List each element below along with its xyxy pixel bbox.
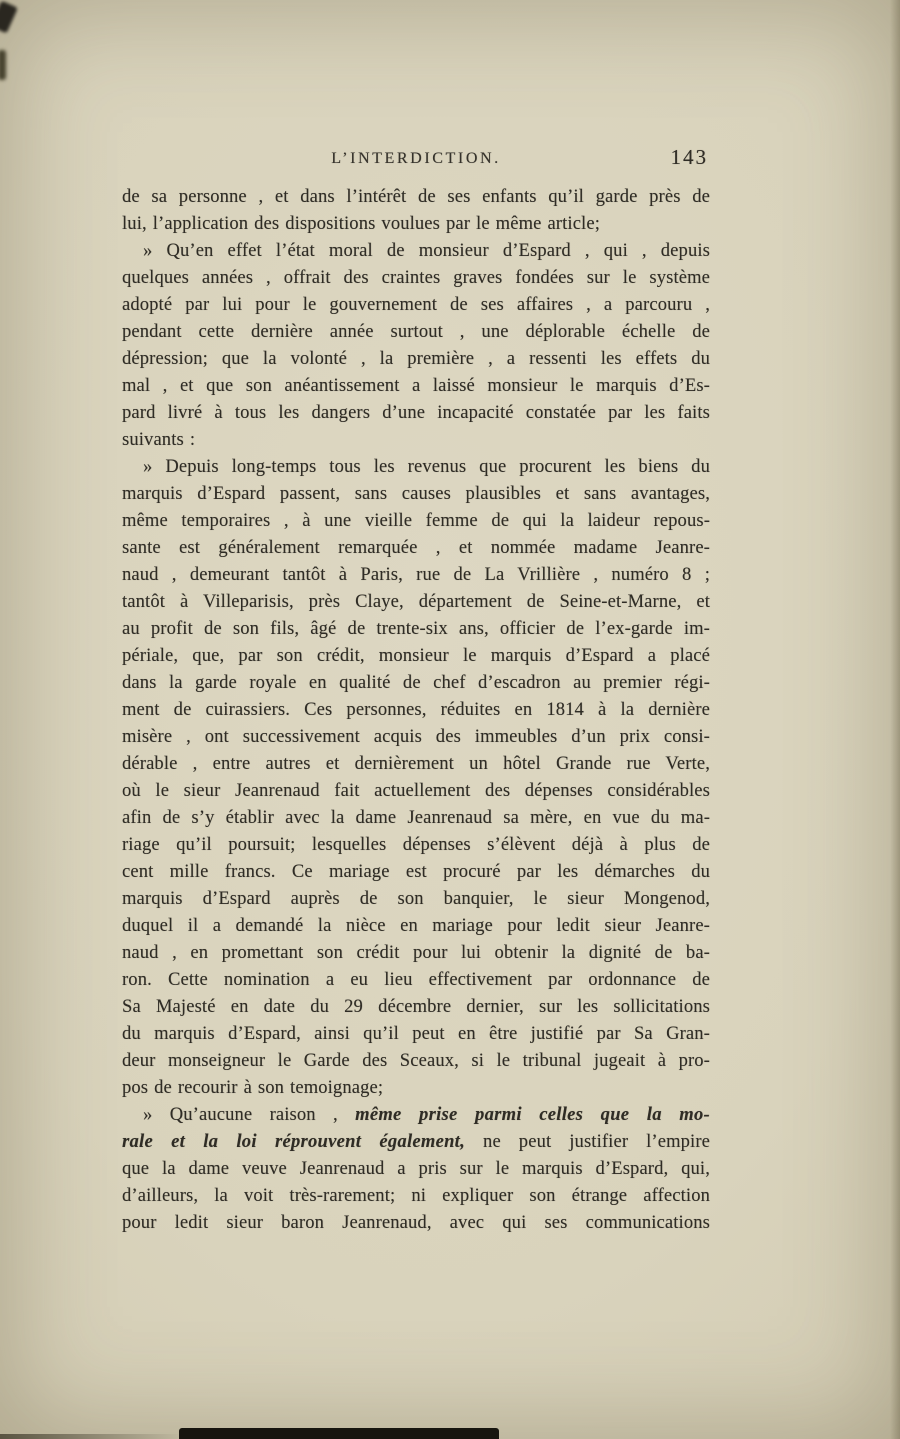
text-line bbox=[122, 454, 710, 481]
text-segment: pendant cette dernière année surtout , une déplorable échelle de bbox=[122, 322, 710, 342]
text-segment: misère , ont successivement acquis des immeubles d’un prix consi- bbox=[122, 727, 710, 747]
text-segment: périale, que, par son crédit, monsieur le marquis d’Espard a placé bbox=[122, 646, 710, 666]
text-segment: pard livré à tous les dangers d’une incapacité constatée par les faits bbox=[122, 403, 710, 423]
text-segment: naud , demeurant tantôt à Paris, rue de La Vrillière , numéro 8 ; bbox=[122, 565, 710, 585]
text-line bbox=[122, 994, 710, 1021]
text-line bbox=[122, 751, 710, 778]
text-segment: afin de s’y établir avec la dame Jeanrenaud sa mère, en vue du ma- bbox=[122, 808, 710, 828]
text-line bbox=[122, 238, 710, 265]
text-line bbox=[122, 346, 710, 373]
text-segment: pour ledit sieur baron Jeanrenaud, avec qui ses communications bbox=[122, 1213, 710, 1233]
text-segment: pos de recourir à son temoignage; bbox=[122, 1078, 384, 1098]
text-segment: marquis d’Espard passent, sans causes plausibles et sans avantages, bbox=[122, 484, 710, 504]
text-line bbox=[122, 778, 710, 805]
text-line bbox=[122, 1210, 710, 1237]
scan-artifact-smudge bbox=[0, 1, 18, 34]
text-segment: suivants : bbox=[122, 430, 196, 450]
text-segment: où le sieur Jeanrenaud fait actuellement des dépenses considérables bbox=[122, 781, 710, 801]
text-segment: lui, l’application des dispositions voulues par le même article; bbox=[122, 214, 600, 234]
text-segment-italic: rale et la loi réprouvent également, bbox=[122, 1132, 466, 1152]
text-line bbox=[122, 1075, 710, 1102]
text-segment: ne peut justifier l’empire bbox=[465, 1132, 710, 1152]
text-line bbox=[122, 1129, 710, 1156]
text-line bbox=[122, 940, 710, 967]
text-line bbox=[122, 535, 710, 562]
text-line bbox=[122, 589, 710, 616]
text-line bbox=[122, 1021, 710, 1048]
text-segment: de sa personne , et dans l’intérêt de ses enfants qu’il garde près de bbox=[122, 187, 710, 207]
text-segment: tantôt à Villeparisis, près Claye, département de Seine-et-Marne, et bbox=[122, 592, 710, 612]
text-line bbox=[122, 400, 710, 427]
text-segment: du marquis d’Espard, ainsi qu’il peut en être justifié par Sa Gran- bbox=[122, 1024, 710, 1044]
text-line bbox=[122, 427, 710, 454]
page-number: 143 bbox=[670, 145, 708, 169]
text-segment: au profit de son fils, âgé de trente-six ans, officier de l’ex-garde im- bbox=[122, 619, 710, 639]
text-line bbox=[122, 724, 710, 751]
text-segment: dépression; que la volonté , la première , a ressenti les effets du bbox=[122, 349, 710, 369]
text-line bbox=[122, 319, 710, 346]
text-line bbox=[122, 184, 710, 211]
text-line bbox=[122, 1102, 710, 1129]
running-header-title: L’INTERDICTION. bbox=[331, 150, 501, 167]
text-segment: sante est généralement remarquée , et nommée madame Jeanre- bbox=[122, 538, 710, 558]
text-line bbox=[122, 670, 710, 697]
text-segment: » Qu’aucune raison , bbox=[143, 1105, 356, 1125]
text-line bbox=[122, 508, 710, 535]
text-line bbox=[122, 562, 710, 589]
text-segment: adopté par lui pour le gouvernement de ses affaires , a parcouru , bbox=[122, 295, 710, 315]
text-line bbox=[122, 805, 710, 832]
text-line bbox=[122, 481, 710, 508]
text-line bbox=[122, 1156, 710, 1183]
text-line bbox=[122, 913, 710, 940]
scan-edge-shadow bbox=[890, 0, 900, 1439]
text-segment: Sa Majesté en date du 29 décembre dernier, sur les sollicitations bbox=[122, 997, 710, 1017]
text-segment: ment de cuirassiers. Ces personnes, réduites en 1814 à la dernière bbox=[122, 700, 710, 720]
text-segment: » Qu’en effet l’état moral de monsieur d’Espard , qui , depuis bbox=[143, 241, 710, 261]
text-line bbox=[122, 643, 710, 670]
scan-edge-shadow bbox=[0, 1434, 182, 1439]
text-segment: dérable , entre autres et dernièrement un hôtel Grande rue Verte, bbox=[122, 754, 710, 774]
text-line bbox=[122, 859, 710, 886]
text-segment: duquel il a demandé la nièce en mariage pour ledit sieur Jeanre- bbox=[122, 916, 710, 936]
text-line bbox=[122, 373, 710, 400]
scan-artifact-smudge bbox=[0, 50, 6, 80]
text-segment: mal , et que son anéantissement a laissé monsieur le marquis d’Es- bbox=[122, 376, 710, 396]
text-segment-italic: même prise parmi celles que la mo- bbox=[355, 1105, 710, 1125]
text-line bbox=[122, 967, 710, 994]
text-segment: dans la garde royale en qualité de chef d’escadron au premier régi- bbox=[122, 673, 710, 693]
text-block bbox=[122, 184, 710, 1237]
text-line bbox=[122, 886, 710, 913]
text-line bbox=[122, 292, 710, 319]
text-line bbox=[122, 1048, 710, 1075]
text-line bbox=[122, 211, 710, 238]
scan-artifact-bar bbox=[179, 1428, 499, 1439]
text-segment: » Depuis long-temps tous les revenus que procurent les biens du bbox=[143, 457, 710, 477]
text-segment: marquis d’Espard auprès de son banquier, le sieur Mongenod, bbox=[122, 889, 710, 909]
text-segment: même temporaires , à une vieille femme de qui la laideur repous- bbox=[122, 511, 710, 531]
text-segment: deur monseigneur le Garde des Sceaux, si le tribunal jugeait à pro- bbox=[122, 1051, 710, 1071]
text-segment: riage qu’il poursuit; lesquelles dépenses s’élèvent déjà à plus de bbox=[122, 835, 710, 855]
text-segment: quelques années , offrait des craintes graves fondées sur le système bbox=[122, 268, 710, 288]
text-segment: d’ailleurs, la voit très-rarement; ni expliquer son étrange affection bbox=[122, 1186, 710, 1206]
text-segment: naud , en promettant son crédit pour lui obtenir la dignité de ba- bbox=[122, 943, 710, 963]
text-line bbox=[122, 697, 710, 724]
text-segment: cent mille francs. Ce mariage est procuré par les démarches du bbox=[122, 862, 710, 882]
text-line bbox=[122, 1183, 710, 1210]
running-header bbox=[122, 147, 710, 173]
text-line bbox=[122, 265, 710, 292]
text-line bbox=[122, 616, 710, 643]
text-segment: ron. Cette nomination a eu lieu effectivement par ordonnance de bbox=[122, 970, 710, 990]
text-segment: que la dame veuve Jeanrenaud a pris sur le marquis d’Espard, qui, bbox=[122, 1159, 710, 1179]
text-line bbox=[122, 832, 710, 859]
